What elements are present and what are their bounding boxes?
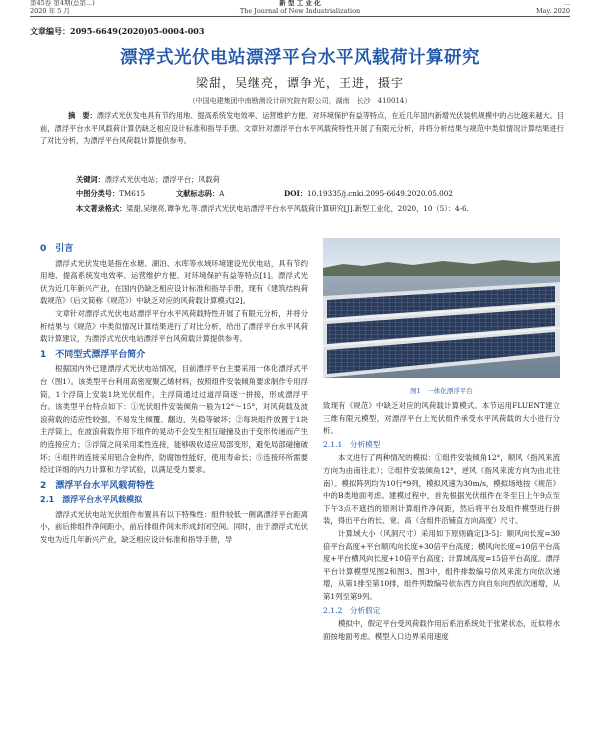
running-header [30, 0, 570, 17]
right-column [323, 400, 560, 643]
doi: DOI：10.19335/j.cnki.2095-6649.2020.05.002 [284, 189, 453, 198]
left-column [40, 240, 308, 547]
figure-1-caption: 图1 一体化漂浮平台 [410, 387, 473, 395]
abstract-text: 漂浮式光伏发电具有节约用地、提高系统发电效率、运营维护方便、对环境保护有益等特点，在近几年国内新增光伏装机规模中的占比越来越大。目前，漂浮平台水平风载荷计算仍缺乏相应设计标准和指导手册。文章针对漂浮平台水平风载荷特性开展了有限元分析，并将分析结果与规范中类似情况计算结果进行了对比分析，为漂浮平台风荷载计算提供参考。 [40, 111, 564, 145]
section-2-1-2-title: 2.1.2 分析假定 [323, 605, 381, 615]
paragraph: 致现有《规范》中缺乏对应的风荷载计算模式。本节运用FLUENT建立三维有限元模型，对漂浮平台上光伏组件承受水平风荷载的大小进行分析。 [323, 401, 560, 436]
section-2-title: 2 漂浮平台水平风载荷特性 [40, 480, 155, 491]
photo-illustration [323, 238, 560, 378]
section-2-1-1-title: 2.1.1 分析模型 [323, 439, 381, 449]
clc: 中图分类号：TM615 [76, 189, 146, 198]
abstract-label: 摘 要： [68, 111, 97, 120]
citation: 本文著录格式：梁甜,吴继亮,谭争光,等.漂浮式光伏电站漂浮平台水平风载荷计算研究[J].新型工业化，2020，10（5）：4-6. [76, 204, 469, 213]
doc-code: 文献标志码：A [176, 189, 225, 198]
paragraph: 模拟中，假定平台受风荷载作用后系泊系统处于张紧状态，近似将水面按地面考虑。模型入口边界采用速度 [323, 619, 560, 641]
paragraph: 文章针对漂浮式光伏电站漂浮平台水平风荷载特性开展了有限元分析，并将分析结果与《规范》中类似情况计算结果进行了对比分析，给出了漂浮平台水平风荷载计算建议，为漂浮式光伏电站漂浮平台风荷载计算提供参考。 [40, 308, 308, 344]
paper-title: 漂浮式光伏电站漂浮平台水平风载荷计算研究 [120, 48, 480, 68]
header-right: ... May. 2020 [535, 0, 570, 15]
header-center: 新 型 工 业 化 The Journal of New Industrialization [239, 0, 361, 15]
authors: 梁甜，吴继亮，谭争光，王进，摄宇 [195, 76, 404, 90]
paragraph: 根据国内外已建漂浮式光伏电站情况，目前漂浮平台主要采用一体化漂浮式平台（图1）。该类型平台利用高密度聚乙烯材料，按照组件安装倾角要求制作专用浮筒，1个浮筒上安装1块光伏组件，主浮筒通过过道浮筒逐一拼接，形成漂浮平台。该类型平台特点如下：①光伏组件安装倾角一般为12°～15°，对风荷载及波浪荷载的适应性较强，不易发生倾覆、翻边、失稳等破坏；②每块组件放置于1块主浮筒上，在波浪荷载作用下组件的晃动不会发生相互碰撞及由于变形传递而产生的连接应力；③浮筒之间采用柔性连接，能够吸收适应局部变形，避免局部碰撞破坏；④组件的连接采用铝合金构件，防腐蚀性能好，使用寿命长；⑤连接环所需要经过详细的内力计算和力学试验，以满足受力要求。 [40, 364, 308, 475]
classification-row [76, 189, 556, 199]
section-0-title: 0 引言 [40, 244, 74, 254]
affiliation: （中国电建集团中南勘测设计研究院有限公司，湖南 长沙 410014） [188, 97, 412, 105]
abstract [40, 110, 564, 148]
paragraph: 本文进行了两种情况的模拟：①组件安装倾角12°，顺风（指风来流方向为由南往北）；②组件安装倾角12°，逆风（指风来流方向为由北往南）。模拟阵列均为10行*9列，模拟风速为30m/s，模拟场地按《规范》中的B类地面考虑。建模过程中，首先根据光伏组件在冬至日上午9点至下午3点不遮挡的原则计算组件净间距，然后将平台及组件模型进行拼装，得出平台的长、宽、高（含组件沿铺直方向高度）尺寸。 [323, 453, 560, 526]
paragraph: 计算域大小（风洞尺寸）采用如下原则确定[3-5]：顺风向长度=30倍平台高度+平台顺风向长度+30倍平台高度；横风向长度=10倍平台高度+平台横风向长度+10倍平台高度；计算域高度=15倍平台高度。漂浮平台计算模型见图2和图3。图3中，组件排数编号依风来流方向依次递增，从第1排至第10排，组件列数编号依东西方向自东向西依次递增，从第1列至第9列。 [323, 528, 560, 601]
paragraph: 漂浮式光伏电站光伏组件布置具有以下特殊性：组件较低一侧离漂浮平台距离小，前后排组件净间距小，前后排组件间未形成封闭空间。同时，由于漂浮式光伏发电为近几年新兴产业，缺乏相应设计标准和指导手册，导 [40, 509, 308, 545]
article-number: 文章编号：2095-6649(2020)05-0004-003 [30, 26, 205, 36]
section-1-title: 1 不同型式漂浮平台简介 [40, 349, 146, 360]
section-2-1-title: 2.1 漂浮平台水平风载模拟 [40, 495, 143, 505]
keywords: 关键词：漂浮式光伏电站；漂浮平台；风载荷 [76, 175, 220, 184]
paragraph: 漂浮式光伏发电是指在水塘、湖泊、水库等水域环境建设光伏电站，具有节约用地、提高系统发电效率、运营维护方便、对环境保护有益等特点[1]。漂浮式光伏为近几年新兴产业，在国内仍缺乏相应设计标准和指导手册，现有《建筑结构荷载规范》（后文简称《规范》）中缺乏对应的风荷载计算模式[2]。 [40, 258, 308, 306]
floating-platform-photo [323, 238, 560, 378]
header-left: 第45卷 第4期(总第...) 2020 年 5 月 [30, 0, 95, 15]
